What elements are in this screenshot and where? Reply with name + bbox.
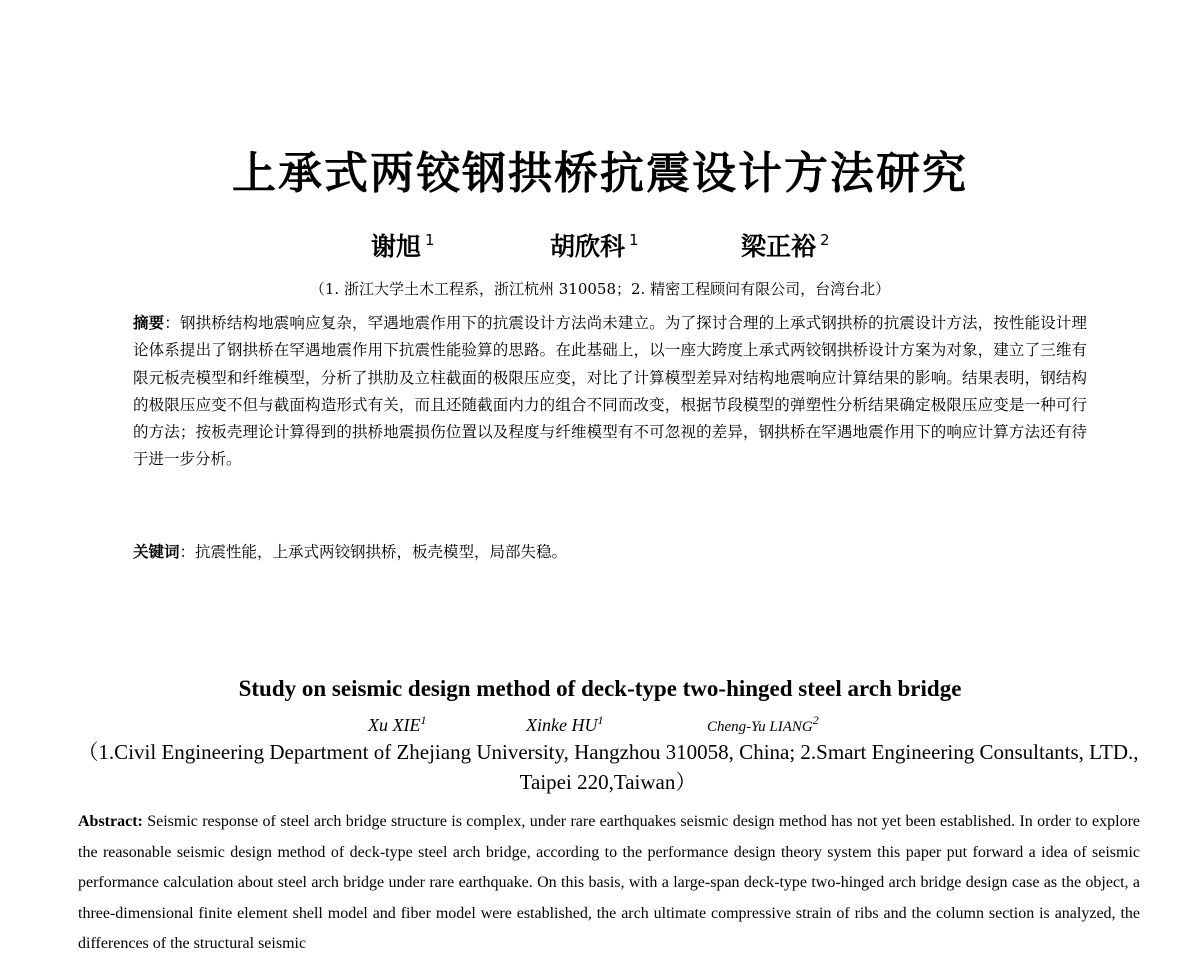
- affiliation-en: （1.Civil Engineering Department of Zhejiang University, Hangzhou 310058, China; 2.Smart Engineering Consultants, LTD., Taipei 220,Taiwan）: [77, 740, 1139, 794]
- author-name: 谢旭: [371, 232, 422, 261]
- abstract-text-en: Seismic response of steel arch bridge structure is complex, under rare earthquakes seismic design method has not yet been established. In order to explore the reasonable seismic design method of deck-type steel arch bridge, according to the performance design theory system this paper put forward a idea of seismic performance calculation about steel arch bridge under rare earthquake. On this basis, with a large-span deck-type two-hinged arch bridge design case as the object, a three-dimensional finite element shell model and fiber model were established, the arch ultimate compressive strain of ribs and the column section is analyzed, the differences of the structural seismic: [78, 813, 1140, 952]
- author-cn: [550, 222, 639, 265]
- abstract-cn: [133, 310, 1087, 474]
- author-name: 胡欣科: [550, 232, 626, 261]
- author-name: Xu XIE: [368, 715, 421, 735]
- author-affiliation-mark: 2: [812, 713, 819, 727]
- author-en: [707, 706, 819, 741]
- author-affiliation-mark: 1: [629, 231, 639, 249]
- author-affiliation-mark: 1: [597, 713, 604, 727]
- paper-title-cn: 上承式两铰钢拱桥抗震设计方法研究: [232, 148, 968, 199]
- author-name: 梁正裕: [741, 232, 817, 261]
- abstract-text-cn: ：钢拱桥结构地震响应复杂，罕遇地震作用下的抗震设计方法尚未建立。为了探讨合理的上承式钢拱桥的抗震设计方法，按性能设计理论体系提出了钢拱桥在罕遇地震作用下抗震性能验算的思路。在此基础上，以一座大跨度上承式两铰钢拱桥设计方案为对象，建立了三维有限元板壳模型和纤维模型，分析了拱肋及立柱截面的极限压应变，对比了计算模型差异对结构地震响应计算结果的影响。结果表明，钢结构的极限压应变不但与截面构造形式有关，而且还随截面内力的组合不同而改变，根据节段模型的弹塑性分析结果确定极限压应变是一种可行的方法；按板壳理论计算得到的拱桥地震损伤位置以及程度与纤维模型有不可忽视的差异，钢拱桥在罕遇地震作用下的响应计算方法还有待于进一步分析。: [133, 314, 1087, 469]
- author-affiliation-mark: 1: [420, 713, 427, 727]
- abstract-label-cn: 摘要: [133, 314, 165, 332]
- author-list-en: [0, 706, 1200, 736]
- keywords-cn: [133, 539, 1087, 566]
- keywords-text-cn: ：抗震性能，上承式两铰钢拱桥，板壳模型，局部失稳。: [179, 543, 568, 561]
- author-name: Cheng-Yu LIANG: [707, 719, 813, 735]
- abstract-label-en: Abstract:: [78, 813, 143, 830]
- author-name: Xinke HU: [526, 715, 598, 735]
- author-cn: [741, 222, 830, 265]
- affiliation-cn: （1. 浙江大学土木工程系，浙江杭州 310058；2. 精密工程顾问有限公司，台湾台北）: [309, 280, 891, 298]
- paper-title-en: Study on seismic design method of deck-type two-hinged steel arch bridge: [238, 676, 962, 701]
- author-en: [368, 706, 426, 739]
- author-affiliation-mark: 1: [425, 231, 435, 249]
- author-cn: [371, 222, 435, 265]
- abstract-en: [78, 807, 1140, 960]
- author-list-cn: [0, 222, 1200, 262]
- author-en: [526, 706, 603, 739]
- author-affiliation-mark: 2: [820, 231, 830, 249]
- keywords-label-cn: 关键词: [133, 543, 180, 561]
